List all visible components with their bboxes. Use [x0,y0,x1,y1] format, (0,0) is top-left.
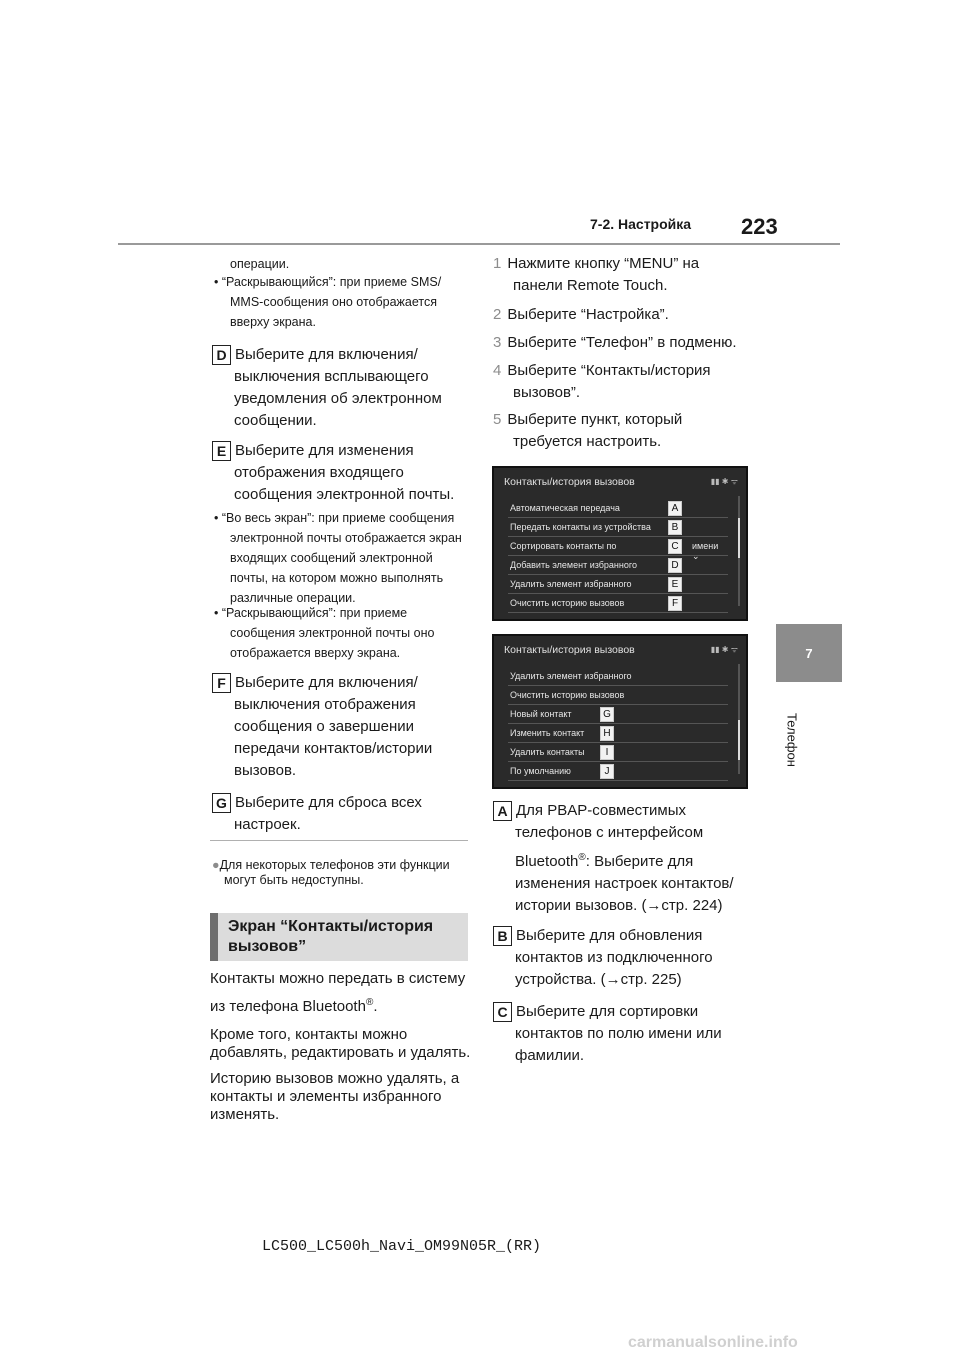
item-line: Выберите для сортировки [516,1003,699,1020]
callout-badge: A [668,501,682,516]
paragraph-line: из телефона Bluetooth [210,998,366,1015]
row-label: Удалить элемент избранного [510,671,632,681]
screen-row[interactable] [508,500,728,518]
item-B [493,925,713,991]
step-4 [493,360,711,404]
item-line: Выберите для включения/ [235,674,418,691]
item-G [212,792,422,836]
section-heading [210,913,468,961]
item-line: Выберите для изменения [235,442,414,459]
bullet-line: сообщения электронной почты оно [230,626,435,640]
status-icons: ▮▮ ✱ ᯤ [710,477,738,486]
screen-row[interactable] [508,706,728,724]
step-5 [493,409,682,453]
item-line: телефонов с интерфейсом [515,824,704,841]
bullet-line: MMS-сообщения оно отображается [230,295,438,309]
chapter-label: Телефон [784,713,800,767]
item-line: вызовов. [234,762,297,779]
page-number: 223 [741,214,778,239]
bullet-line: входящих сообщений электронной [230,551,433,565]
item-A [493,800,734,917]
header-divider [118,243,840,245]
screen-row[interactable] [508,557,728,575]
screen-row[interactable] [508,519,728,537]
callout-badge: D [668,558,682,573]
item-F [212,672,432,782]
heading-line: вызовов” [228,938,307,955]
item-line: Выберите для обновления [516,927,703,944]
step-number: 1 [493,255,502,272]
key-B: B [493,926,512,946]
step-number: 3 [493,334,502,351]
item-line: истории вызовов. (→стр. 224) [515,897,723,914]
step-line: требуется настроить. [513,433,662,450]
bullet-line: “Раскрывающийся”: при приеме SMS/ [221,275,442,289]
step-line: Выберите “Телефон” в подменю. [507,334,737,351]
callout-badge: I [600,745,614,760]
bullet-fullscreen: • “Во весь экран”: при приеме сообщения электронной почты отображается экран входящих сообщений электронной почты, на котором можно выполнять различные операции. [214,508,462,608]
registered-mark: ® [365,997,374,1008]
step-line: вызовов”. [513,384,581,401]
item-line: передачи контактов/истории [234,740,433,757]
contacts-screen-1 [492,466,748,621]
paragraph-line: изменять. [210,1106,280,1123]
heading-line: Экран “Контакты/история [228,918,434,935]
status-icons: ▮▮ ✱ ᯤ [710,645,738,654]
bullet-line: “Во весь экран”: при приеме сообщения [221,511,455,525]
item-line: уведомления об электронном [234,390,442,407]
scrollbar-thumb[interactable] [738,518,740,558]
key-F: F [212,673,231,693]
step-line: Выберите пункт, который [507,411,683,428]
document-code: LC500_LC500h_Navi_OM99N05R_(RR) [262,1238,542,1255]
item-line: выключения отображения [234,696,416,713]
paragraph-line: контакты и элементы избранного [210,1088,442,1105]
screen-row[interactable] [508,538,728,561]
item-line: сообщения о завершении [234,718,415,735]
note-divider [210,840,468,841]
step-line: Выберите “Контакты/история [507,362,711,379]
step-number: 5 [493,411,502,428]
paragraph-line: Историю вызовов можно удалять, а [210,1070,460,1087]
paragraph-line: Кроме того, контакты можно [210,1026,408,1043]
step-3 [493,332,737,354]
row-label: Новый контакт [510,709,572,719]
row-label: Удалить контакты [510,747,585,757]
callout-badge: H [600,726,614,741]
item-line: отображения входящего [234,464,404,481]
callout-badge: B [668,520,682,535]
chapter-tab: 7 [776,624,842,682]
callout-badge: E [668,577,682,592]
item-line: выключения всплывающего [234,368,429,385]
screen-row[interactable] [508,595,728,613]
step-line: Выберите “Настройка”. [507,306,669,323]
scrollbar-thumb[interactable] [738,720,740,760]
item-line: настроек. [234,816,301,833]
screen-row[interactable] [508,725,728,743]
row-label: Сортировать контакты по [510,541,617,551]
row-label: Изменить контакт [510,728,585,738]
contacts-screen-2 [492,634,748,789]
registered-mark: ® [578,852,586,863]
key-D: D [212,345,231,365]
note-bullet-icon: ● [212,858,220,872]
step-2 [493,304,669,326]
item-line: : Выберите для [585,853,694,870]
item-line: контактов по полю имени или [515,1025,722,1042]
item-line: фамилии. [515,1047,585,1064]
item-line: контактов из подключенного [515,949,713,966]
section-title: 7-2. Настройка [590,216,692,232]
screen-row[interactable] [508,687,728,705]
row-value: имени ⌄ [692,541,719,561]
screen-title: Контакты/история вызовов [504,644,635,656]
bullet-popup-email: • “Раскрывающийся”: при приеме сообщения электронной почты оно отображается вверху экрана. [214,603,434,663]
row-label: Очистить историю вызовов [510,598,625,608]
screen-row[interactable] [508,744,728,762]
callout-badge: J [600,764,614,779]
bullet-line: отображается вверху экрана. [230,646,401,660]
callout-badge: G [600,707,614,722]
contacts-paragraph: Контакты можно передать в систему из телефона Bluetooth®. Кроме того, контакты можно добавлять, редактировать и удалять. Историю вызовов можно удалять, а контакты и элементы избранного изменять. [210,968,474,1124]
item-E [212,440,454,506]
note-line: могут быть недоступны. [224,873,364,887]
row-label: Добавить элемент избранного [510,560,637,570]
key-C: C [493,1002,512,1022]
paragraph-line: Контакты можно передать в систему [210,970,466,987]
row-label: Автоматическая передача [510,503,620,513]
continued-text: операции. [230,257,290,271]
key-E: E [212,441,231,461]
screen-title: Контакты/история вызовов [504,476,635,488]
step-1 [493,253,699,297]
item-line: сообщении. [234,412,317,429]
item-line: устройства. (→стр. 225) [515,971,682,988]
key-A: A [493,801,512,821]
bullet-line: почты, на котором можно выполнять [230,571,444,585]
bullet-popup-sms: • “Раскрывающийся”: при приеме SMS/ MMS-сообщения оно отображается вверху экрана. [214,272,441,332]
key-G: G [212,793,231,813]
paragraph-line: добавлять, редактировать и удалять. [210,1044,471,1061]
item-D [212,344,442,432]
screen-row[interactable] [508,576,728,594]
item-line: изменения настроек контактов/ [515,875,734,892]
row-label: Очистить историю вызовов [510,690,625,700]
item-line: сообщения электронной почты. [234,486,455,503]
screen-row[interactable] [508,763,728,781]
callout-badge: C [668,539,682,554]
note-line: Для некоторых телефонов эти функции [219,858,450,872]
item-line: Выберите для включения/ [235,346,418,363]
step-line: панели Remote Touch. [513,277,668,294]
item-line: Для PBAP-совместимых [516,802,687,819]
bullet-line: “Раскрывающийся”: при приеме [221,606,408,620]
note [212,858,450,888]
row-label: Передать контакты из устройства [510,522,651,532]
bullet-line: вверху экрана. [230,315,316,329]
item-line: Выберите для сброса всех [235,794,422,811]
item-line: Bluetooth [515,853,579,870]
row-label: Удалить элемент избранного [510,579,632,589]
screen-row[interactable] [508,668,728,686]
callout-badge: F [668,596,682,611]
bullet-line: различные операции. [230,591,356,605]
row-label: По умолчанию [510,766,571,776]
step-line: Нажмите кнопку “MENU” на [507,255,700,272]
watermark: carmanualsonline.info [628,1334,798,1351]
bullet-line: электронной почты отображается экран [230,531,462,545]
step-number: 4 [493,362,502,379]
step-number: 2 [493,306,502,323]
item-C [493,1001,722,1067]
